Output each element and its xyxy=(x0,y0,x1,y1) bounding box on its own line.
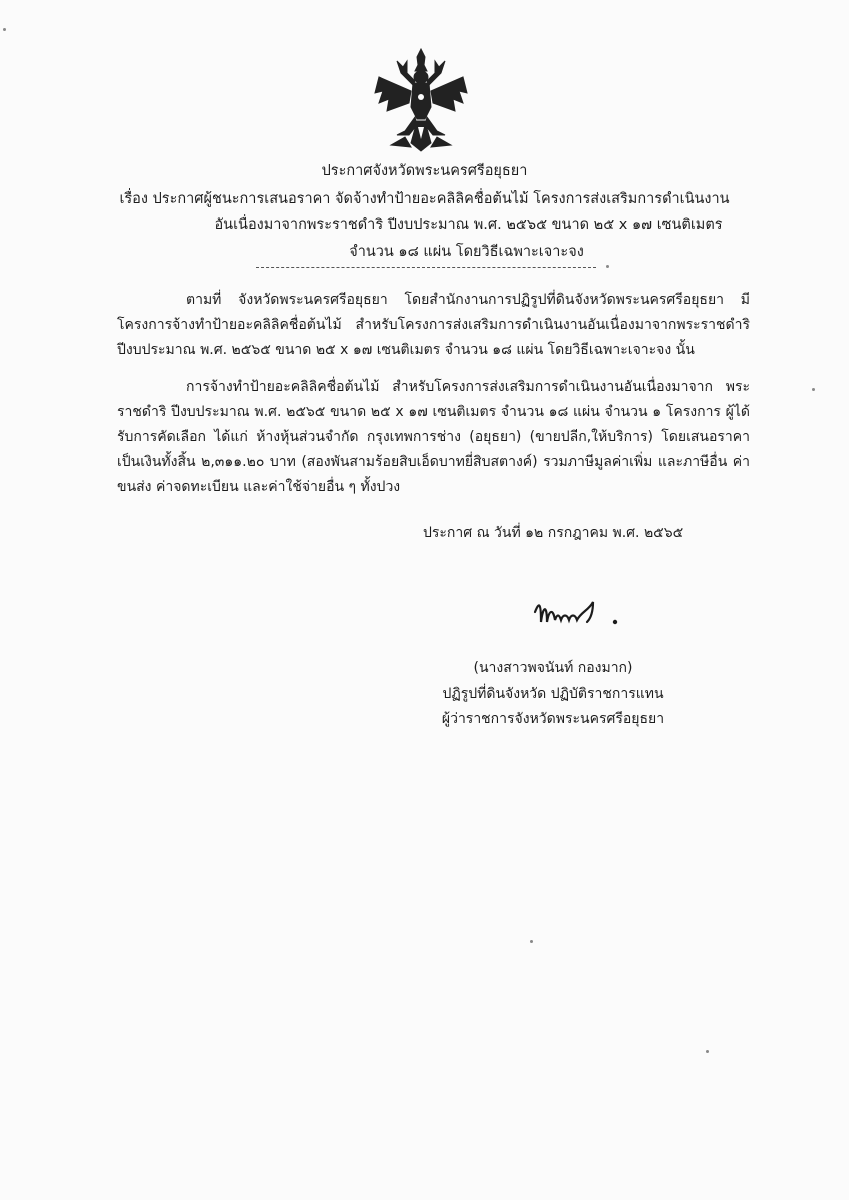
subject-line-1: เรื่อง ประกาศผู้ชนะการเสนอราคา จัดจ้างทำป้ายอะคลิลิคชื่อต้นไม้ โครงการส่งเสริมการดำเนินงาน xyxy=(119,191,730,207)
scan-speck xyxy=(706,1050,709,1053)
paragraph-1-text: ตามที่ จังหวัดพระนครศรีอยุธยา โดยสำนักงานการปฏิรูปที่ดินจังหวัดพระนครศรีอยุธยา มีโครงการจ้างทำป้ายอะคลิลิคชื่อต้นไม้ สำหรับโครงการส่งเสริมการดำเนินงานอันเนื่องมาจากพระราชดำริ ปีงบประมาณ พ.ศ. ๒๕๖๕ ขนาด ๒๕ x ๑๗ เซนติเมตร จำนวน ๑๘ แผ่น โดยวิธีเฉพาะเจาะจง นั้น xyxy=(117,292,750,358)
signer-position-2: ผู้ว่าราชการจังหวัดพระนครศรีอยุธยา xyxy=(441,711,665,727)
scan-speck xyxy=(606,265,609,268)
header-divider xyxy=(256,267,596,268)
handwritten-signature-icon xyxy=(531,592,627,638)
body-paragraph-2 xyxy=(117,375,750,500)
body-paragraph-1 xyxy=(117,288,750,363)
scan-speck xyxy=(812,388,815,391)
signer-name: (นางสาวพจนันท์ กองมาก) xyxy=(473,660,633,676)
scan-speck xyxy=(3,28,6,31)
garuda-emblem-icon xyxy=(371,47,471,153)
signer-position-1: ปฏิรูปที่ดินจังหวัด ปฏิบัติราชการแทน xyxy=(442,686,664,702)
subject-line-3: จำนวน ๑๘ แผ่น โดยวิธีเฉพาะเจาะจง xyxy=(349,244,584,260)
announcement-title: ประกาศจังหวัดพระนครศรีอยุธยา xyxy=(321,163,528,179)
subject-line-2: อันเนื่องมาจากพระราชดำริ ปีงบประมาณ พ.ศ. ๒๕๖๕ ขนาด ๒๕ x ๑๗ เซนติเมตร xyxy=(214,217,723,233)
announcement-date: ประกาศ ณ วันที่ ๑๒ กรกฎาคม พ.ศ. ๒๕๖๕ xyxy=(423,525,684,541)
scan-speck xyxy=(530,940,533,943)
paragraph-2-text: การจ้างทำป้ายอะคลิลิคชื่อต้นไม้ สำหรับโครงการส่งเสริมการดำเนินงานอันเนื่องมาจาก พระราชดำริ ปีงบประมาณ พ.ศ. ๒๕๖๕ ขนาด ๒๕ x ๑๗ เซนติเมตร จำนวน ๑๘ แผ่น จำนวน ๑ โครงการ ผู้ได้รับการคัดเลือก ได้แก่ ห้างหุ้นส่วนจำกัด กรุงเทพการช่าง (อยุธยา) (ขายปลีก,ให้บริการ) โดยเสนอราคา เป็นเงินทั้งสิ้น ๒,๓๑๑.๒๐ บาท (สองพันสามร้อยสิบเอ็ดบาทยี่สิบสตางค์) รวมภาษีมูลค่าเพิ่ม และภาษีอื่น ค่าขนส่ง ค่าจดทะเบียน และค่าใช้จ่ายอื่น ๆ ทั้งปวง xyxy=(117,379,750,495)
